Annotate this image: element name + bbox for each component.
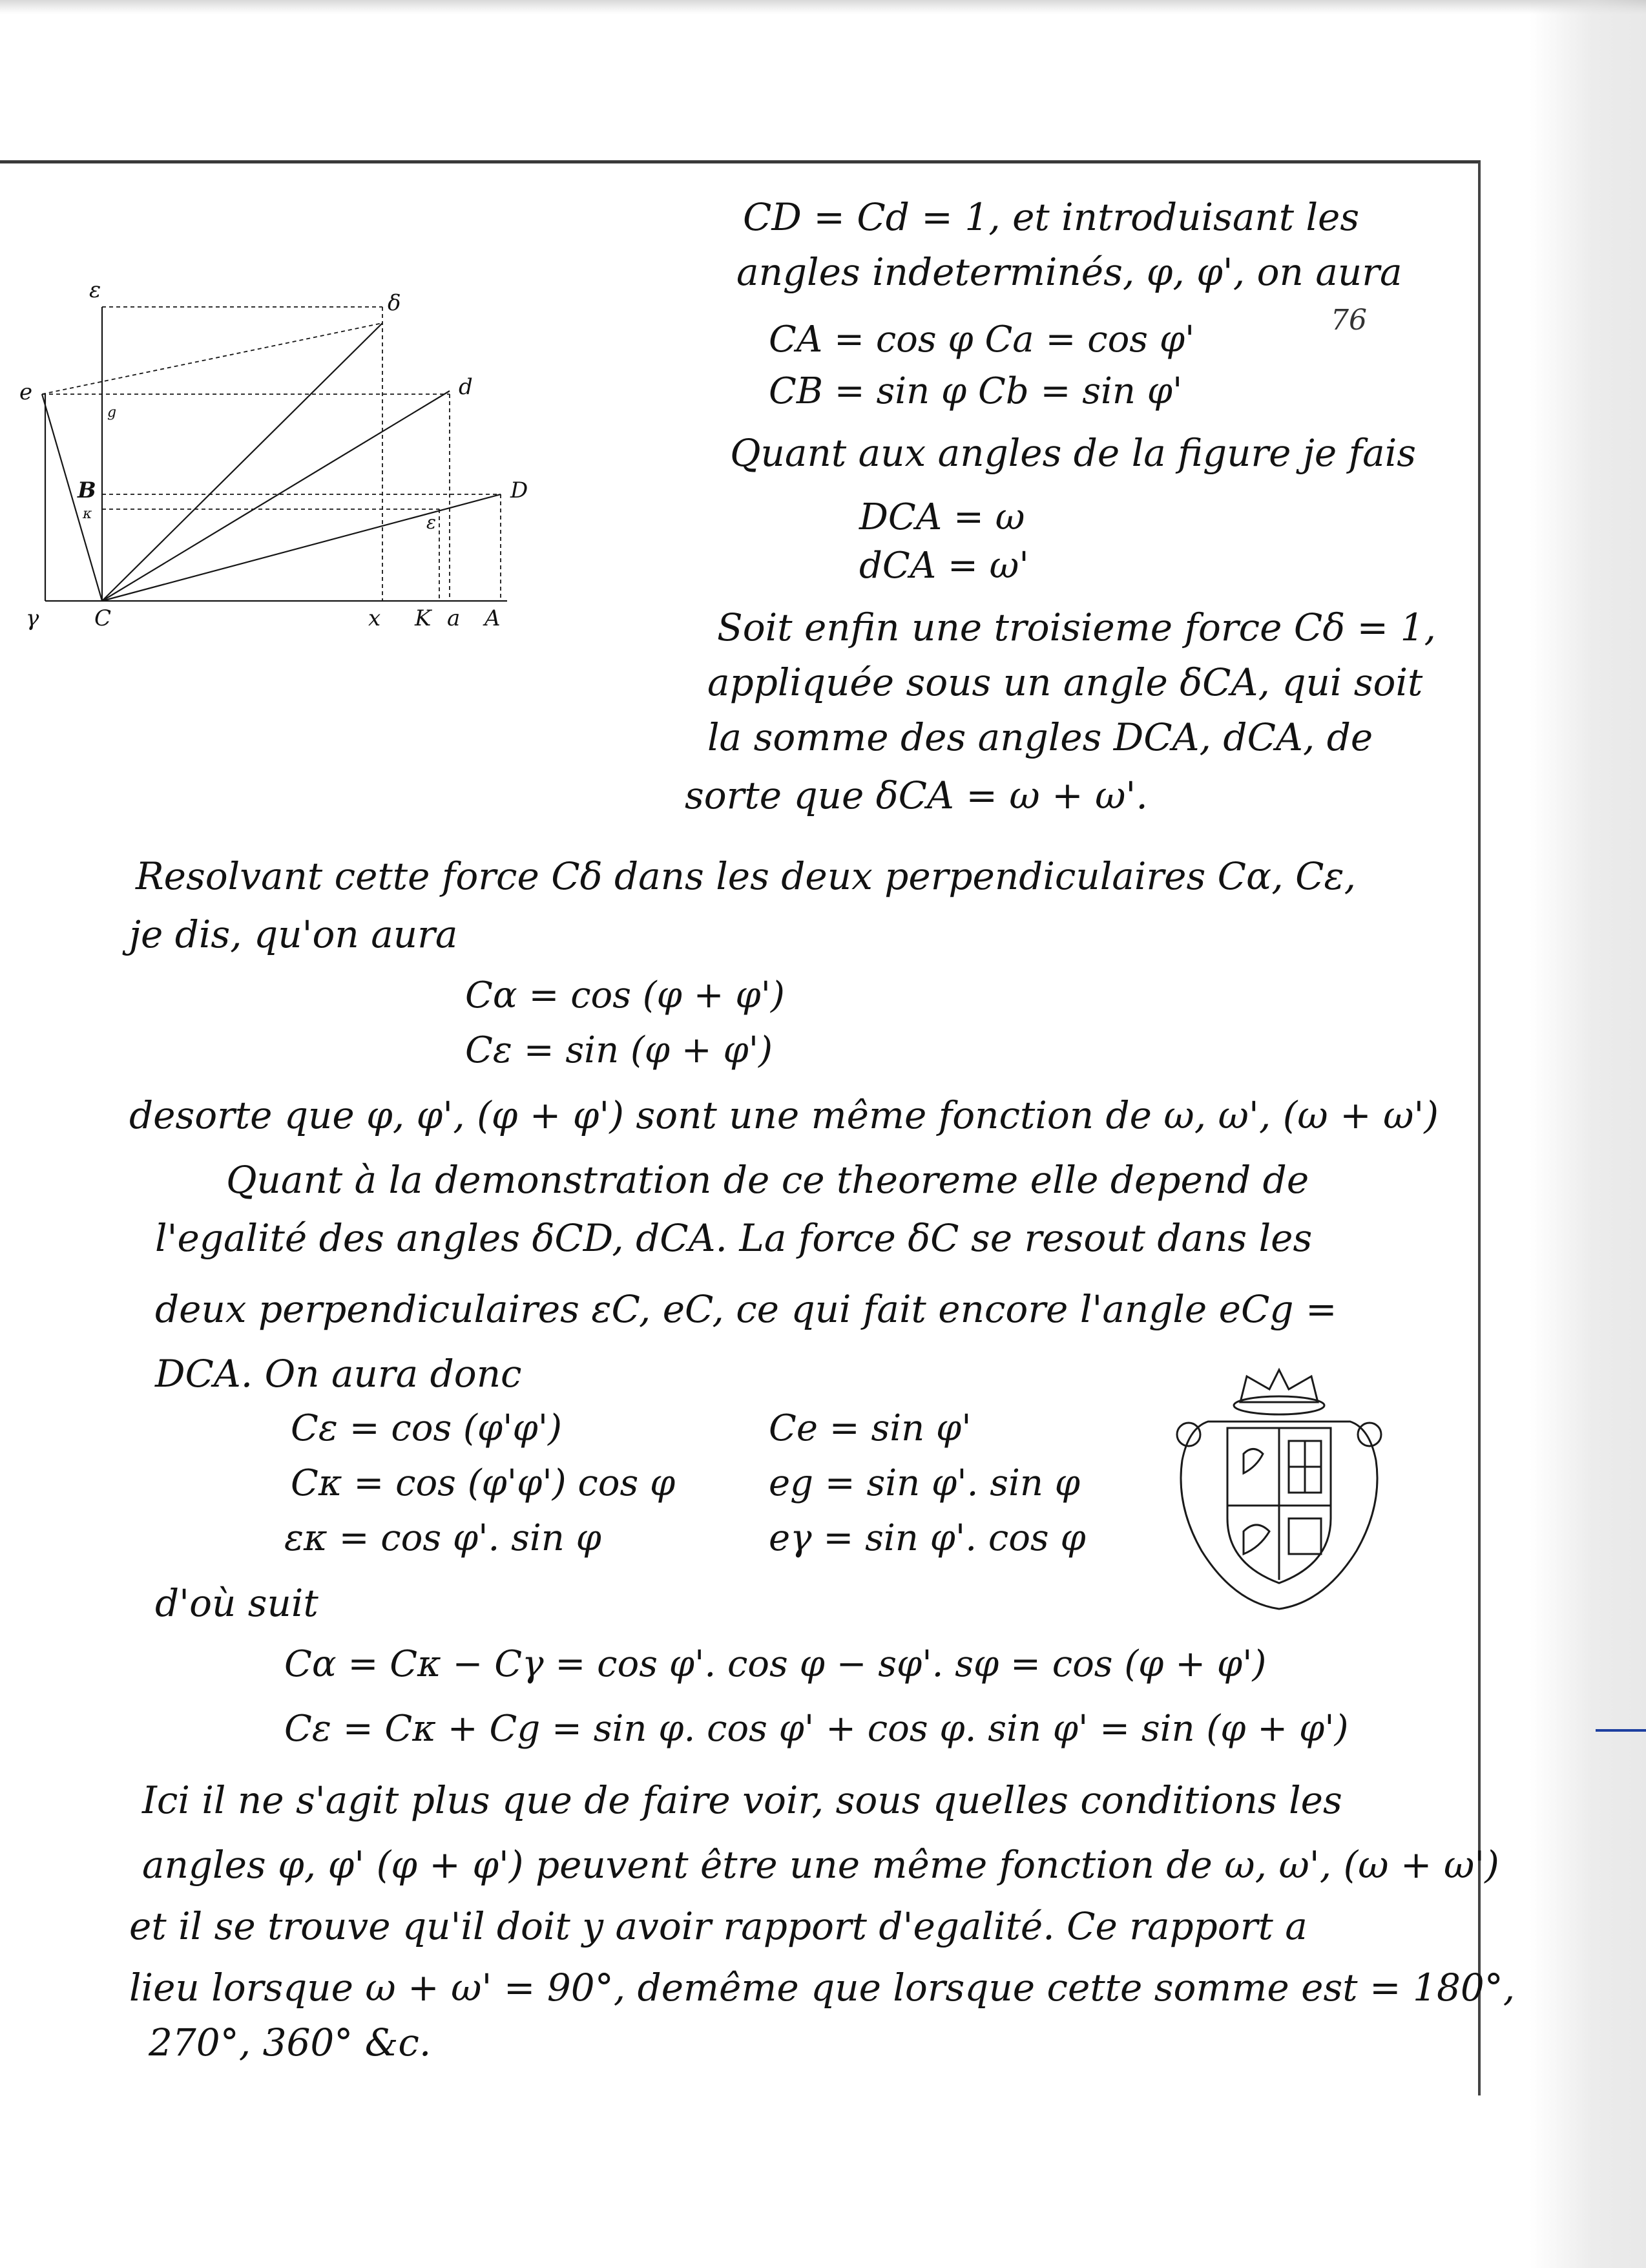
equation-eps-kappa: εκ = cos φ'. sin φ [284, 1517, 601, 1559]
label-a: a [447, 605, 461, 631]
text-line-8: Soit enfin une troisieme force Cδ = 1, [717, 605, 1436, 649]
text-line-13: je dis, qu'on aura [129, 912, 458, 956]
text-line-16: desorte que φ, φ', (φ + φ') sont une même fonction de ω, ω', (ω + ω') [129, 1093, 1439, 1137]
label-D: D [510, 478, 528, 503]
label-C: C [94, 605, 112, 631]
geometric-figure [13, 271, 568, 633]
text-line-31: angles φ, φ' (φ + φ') peuvent être une même fonction de ω, ω', (ω + ω') [142, 1843, 1499, 1887]
text-line-10: la somme des angles DCA, dCA, de [707, 715, 1373, 759]
coat-of-arms-seal [1163, 1357, 1395, 1615]
equation-CB: CB = sin φ Cb = sin φ' [769, 370, 1183, 412]
text-line-11: sorte que δCA = ω + ω'. [685, 773, 1148, 817]
label-g: g [107, 404, 117, 421]
page-number: 76 [1331, 304, 1367, 337]
label-B: B [78, 478, 96, 503]
text-line-30: Ici il ne s'agit plus que de faire voir, sous quelles conditions les [142, 1778, 1342, 1822]
equation-dCA: dCA = ω' [859, 545, 1029, 587]
text-line-5: Quant aux angles de la figure je fais [730, 431, 1417, 475]
equation-DCA: DCA = ω [859, 496, 1025, 538]
label-d: d [459, 374, 473, 400]
ray-C-d [102, 391, 450, 601]
text-line-20: DCA. On aura donc [155, 1352, 522, 1396]
dashed-e-delta [42, 323, 382, 394]
label-K: K [415, 605, 432, 631]
text-line-17: Quant à la demonstration de ce theoreme elle depend de [226, 1158, 1309, 1202]
label-delta: δ [388, 290, 401, 316]
blue-margin-mark [1596, 1729, 1646, 1732]
equation-C-alpha-expanded: Cα = Cκ − Cγ = cos φ'. cos φ − sφ'. sφ = cos (φ + φ') [284, 1643, 1267, 1685]
equation-Ce: Ce = sin φ' [769, 1407, 972, 1449]
label-epsilon: ε [426, 512, 437, 533]
ray-C-D [102, 494, 501, 601]
equation-CA: CA = cos φ Ca = cos φ' [769, 319, 1195, 361]
figure-svg [13, 271, 568, 633]
text-line-1: CD = Cd = 1, et introduisant les [743, 195, 1360, 239]
text-line-9: appliquée sous un angle δCA, qui soit [707, 660, 1423, 704]
label-A: A [484, 605, 501, 631]
scan-right-shadow [1530, 0, 1646, 2268]
text-line-2: angles indeterminés, φ, φ', on aura [736, 250, 1402, 294]
equation-C-eps: Cε = sin (φ + φ') [465, 1029, 773, 1071]
text-line-27: d'où suit [155, 1581, 318, 1625]
equation-C-eps-expanded: Cε = Cκ + Cg = sin φ. cos φ' + cos φ. sin φ' = sin (φ + φ') [284, 1708, 1349, 1750]
label-kappa: κ [83, 506, 92, 522]
ray-C-delta [102, 323, 382, 601]
text-line-34: 270°, 360° &c. [149, 2021, 432, 2064]
text-line-12: Resolvant cette force Cδ dans les deux perpendiculaires Cα, Cε, [136, 854, 1357, 898]
label-x: x [368, 605, 381, 631]
text-line-32: et il se trouve qu'il doit y avoir rapport d'egalité. Ce rapport a [129, 1904, 1307, 1948]
label-eps-top: ε [89, 277, 101, 303]
text-line-19: deux perpendiculaires εC, eC, ce qui fait encore l'angle eCg = [155, 1287, 1337, 1331]
equation-C-epsilon: Cε = cos (φ'φ') [291, 1407, 562, 1449]
text-line-33: lieu lorsque ω + ω' = 90°, demême que lorsque cette somme est = 180°, [129, 1966, 1516, 2010]
seal-svg [1163, 1357, 1395, 1615]
text-line-18: l'egalité des angles δCD, dCA. La force δC se resout dans les [155, 1216, 1313, 1260]
equation-C-alpha: Cα = cos (φ + φ') [465, 974, 785, 1016]
label-e: e [19, 379, 33, 405]
equation-e-gamma: eγ = sin φ'. cos φ [769, 1517, 1086, 1559]
equation-C-kappa: Cκ = cos (φ'φ') cos φ [291, 1462, 676, 1504]
equation-eg: eg = sin φ'. sin φ [769, 1462, 1080, 1504]
label-gamma: γ [26, 605, 39, 631]
scan-top-edge [0, 0, 1646, 14]
